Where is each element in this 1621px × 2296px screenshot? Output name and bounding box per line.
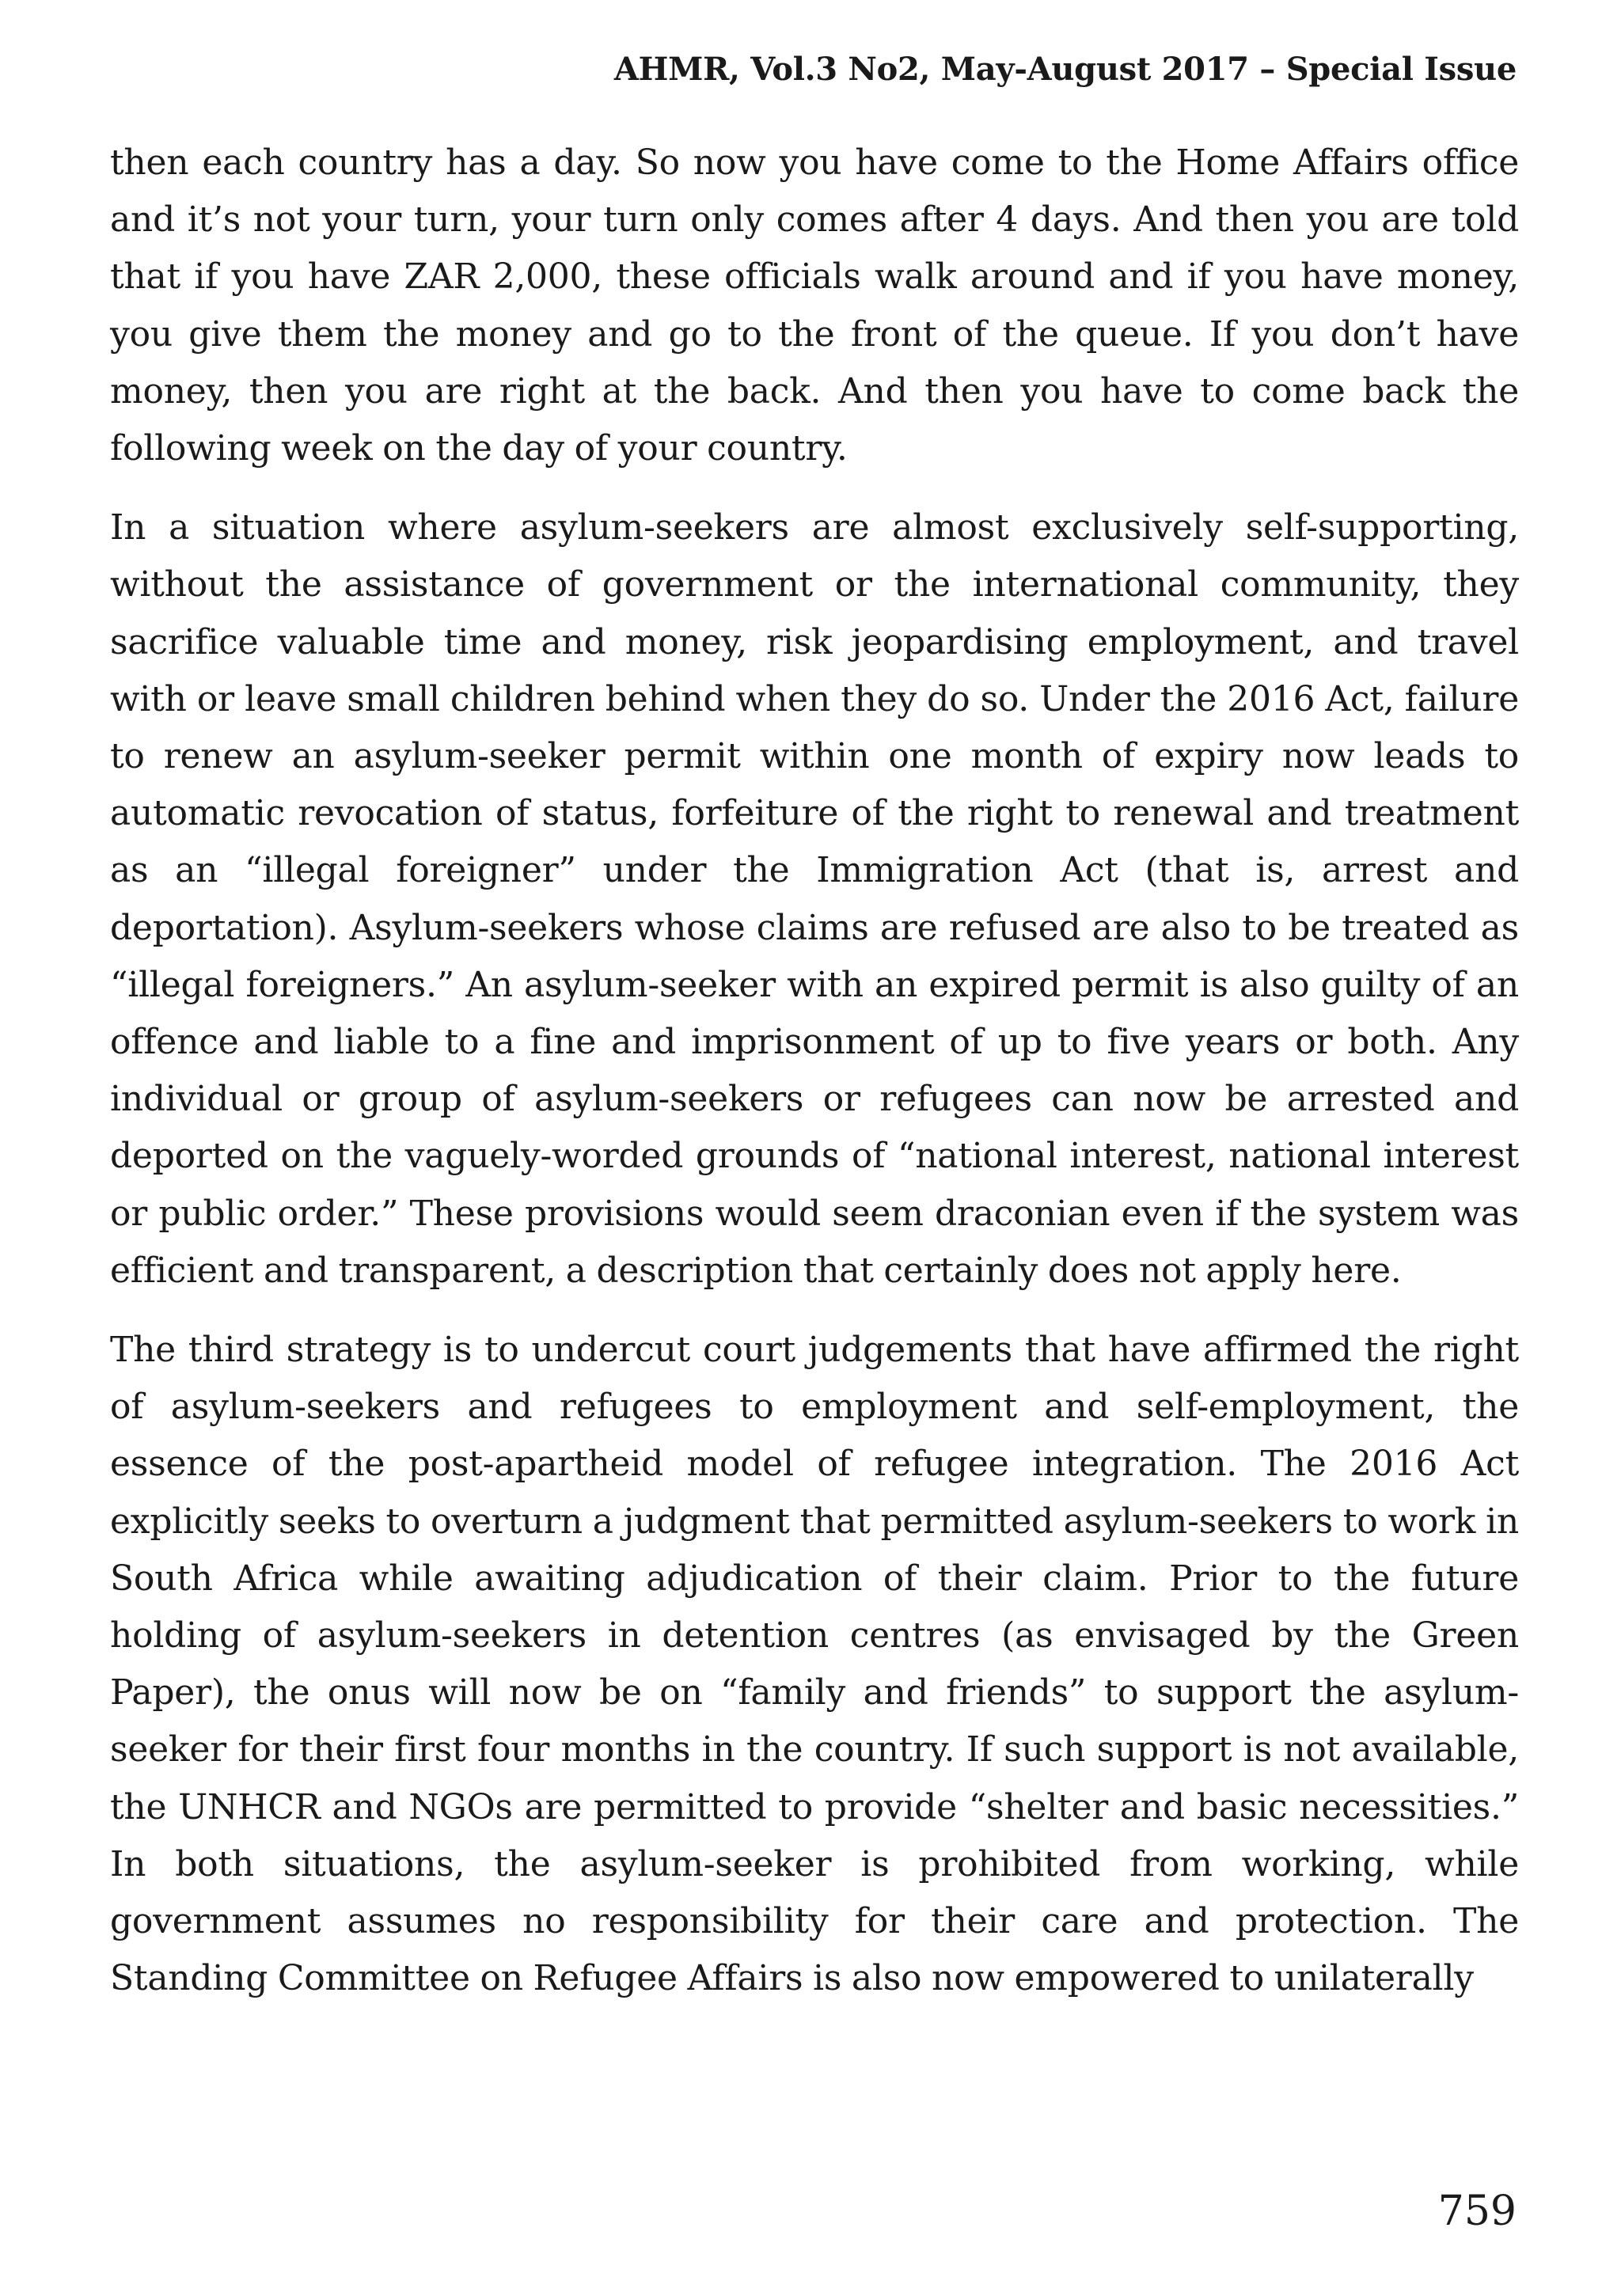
page-number: 759 <box>1437 2188 1517 2235</box>
paragraph-continued-quote: then each country has a day. So now you have come to the Home Affairs office and it’s not your turn, your turn only comes after 4 days. And then you are told that if you have ZAR 2,000, these officials walk around and if you have money, you give them the money and go to the front of the queue. If you don’t have money, then you are right at the back. And then you have to come back the following week on the day of your country. <box>110 142 1519 469</box>
paragraph-asylum-seekers-situation: In a situation where asylum-seekers are almost exclusively self-supporting, without the assistance of government or the international community, they sacrifice valuable time and money, risk jeopardising employment, and travel with or leave small children behind when they do so. Under the 2016 Act, failure to renew an asylum-seeker permit within one month of expiry now leads to automatic revocation of status, forfeiture of the right to renewal and treatment as an “illegal foreigner” under the Immigration Act (that is, arrest and deportation). Asylum-seekers whose claims are refused are also to be treated as “illegal foreigners.” An asylum-seeker with an expired permit is also guilty of an offence and liable to a fine and imprisonment of up to five years or both. Any individual or group of asylum-seekers or refugees can now be arrested and deported on the vaguely-worded grounds of “national interest, national interest or public order.” These provisions would seem draconian even if the system was efficient and transparent, a description that certainly does not apply here. <box>110 507 1519 1291</box>
running-header: AHMR, Vol.3 No2, May-August 2017 – Special Issue <box>613 51 1517 88</box>
body-text <box>110 135 1519 2030</box>
paragraph-third-strategy: The third strategy is to undercut court judgements that have affirmed the right of asylum-seekers and refugees to employment and self-employment, the essence of the post-apartheid model of refugee integration. The 2016 Act explicitly seeks to overturn a judgment that permitted asylum-seekers to work in South Africa while awaiting adjudication of their claim. Prior to the future holding of asylum-seekers in detention centres (as envisaged by the Green Paper), the onus will now be on “family and friends” to support the asylum-seeker for their first four months in the country. If such support is not available, the UNHCR and NGOs are permitted to provide “shelter and basic necessities.” In both situations, the asylum-seeker is prohibited from working, while government assumes no responsibility for their care and protection. The Standing Committee on Refugee Affairs is also now empowered to unilaterally <box>110 1330 1519 1999</box>
